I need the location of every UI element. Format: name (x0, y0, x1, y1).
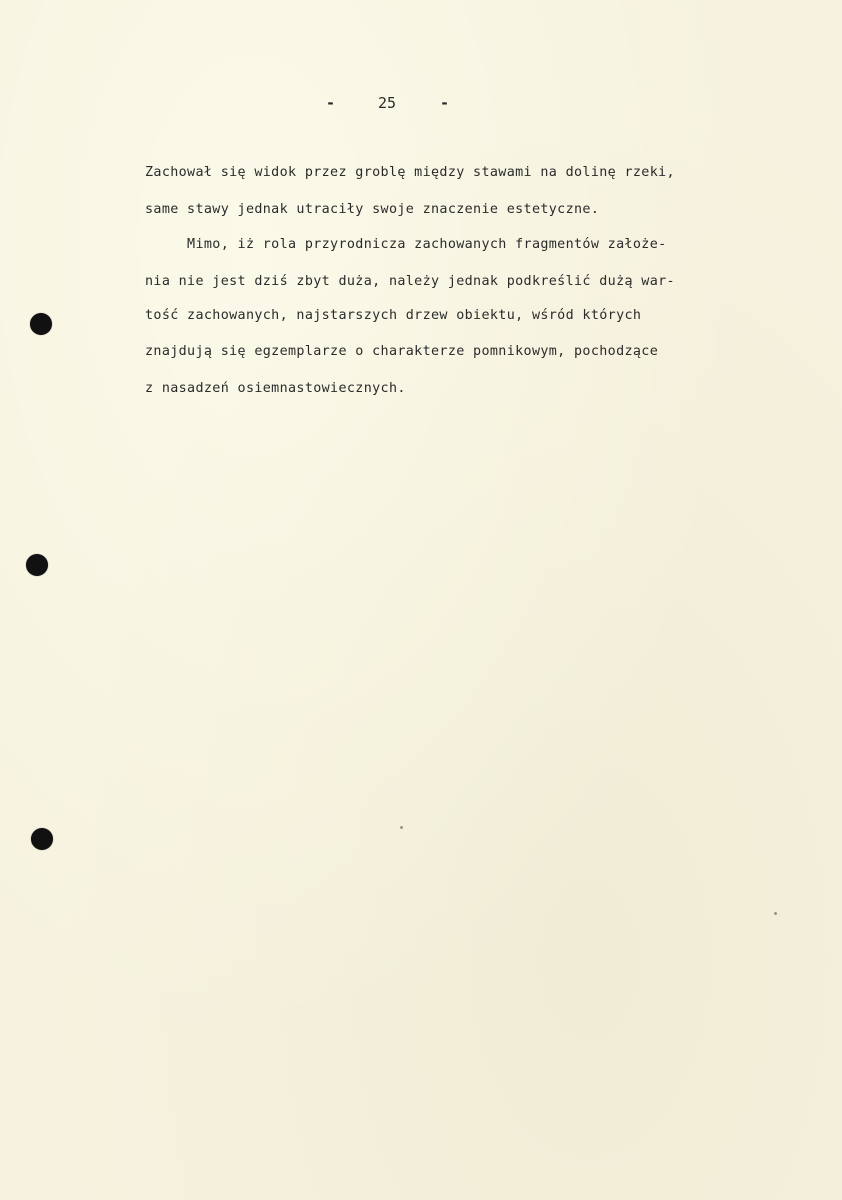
text-line: same stawy jednak utraciły swoje znaczenie estetyczne. (145, 202, 600, 217)
text-line: znajdują się egzemplarze o charakterze pomnikowym, pochodzące (145, 344, 659, 359)
text-line: nia nie jest dziś zbyt duża, należy jednak podkreślić dużą war- (145, 274, 675, 289)
text-line: Zachował się widok przez groblę między stawami na dolinę rzeki, (145, 165, 675, 180)
paper-speck (774, 912, 777, 915)
punch-hole (31, 828, 53, 850)
punch-hole (30, 313, 52, 335)
page-number-value: 25 (378, 94, 397, 112)
paper-speck (400, 826, 403, 829)
text-line: Mimo, iż rola przyrodnicza zachowanych fragmentów założe- (145, 237, 667, 252)
page-number-dash-left: - (326, 94, 336, 112)
punch-hole (26, 554, 48, 576)
page-number-dash-right: - (440, 94, 450, 112)
text-line: tość zachowanych, najstarszych drzew obiektu, wśród których (145, 308, 642, 323)
page-number (320, 94, 460, 116)
text-line: z nasadzeń osiemnastowiecznych. (145, 381, 406, 396)
